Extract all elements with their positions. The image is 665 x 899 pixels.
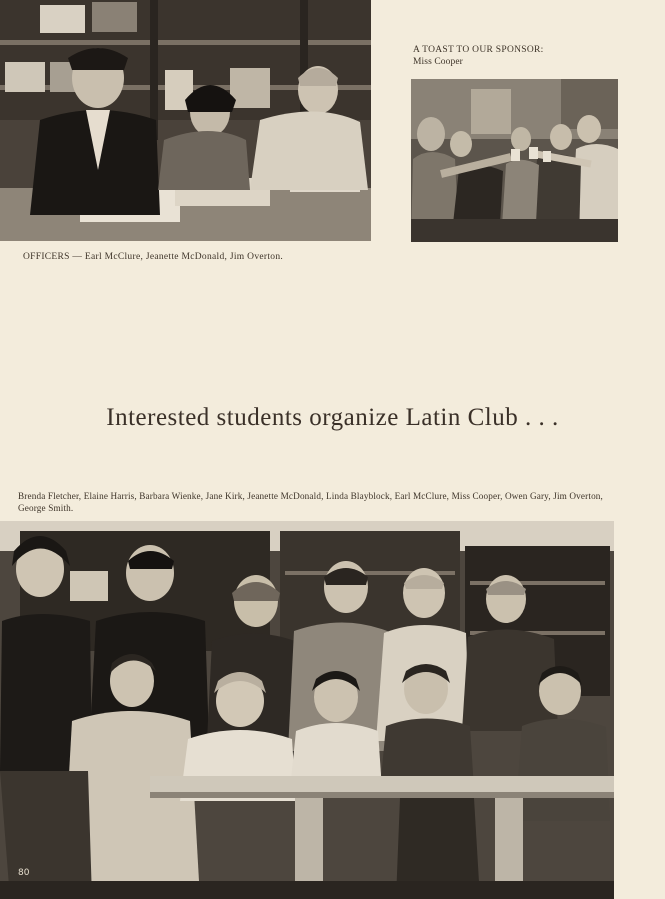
toast-caption-title: A TOAST TO OUR SPONSOR:: [413, 45, 544, 55]
page-number: 80: [18, 868, 30, 878]
club-photo-illustration: [0, 521, 614, 899]
officers-caption: OFFICERS — Earl McClure, Jeanette McDonald, Jim Overton.: [23, 252, 284, 262]
toast-photo: [411, 79, 618, 242]
headline: Interested students organize Latin Club . . .: [106, 404, 559, 431]
toast-caption-sub: Miss Cooper: [413, 56, 463, 67]
officers-photo-illustration: [0, 0, 371, 241]
members-caption: Brenda Fletcher, Elaine Harris, Barbara Wienke, Jane Kirk, Jeanette McDonald, Linda Blayblock, Earl McClure, Miss Cooper, Owen Gary, Jim Overton, George Smith.: [18, 491, 603, 513]
officers-photo: [0, 0, 371, 241]
club-photo: [0, 521, 614, 899]
toast-photo-illustration: [411, 79, 618, 242]
toast-caption: [413, 45, 544, 69]
